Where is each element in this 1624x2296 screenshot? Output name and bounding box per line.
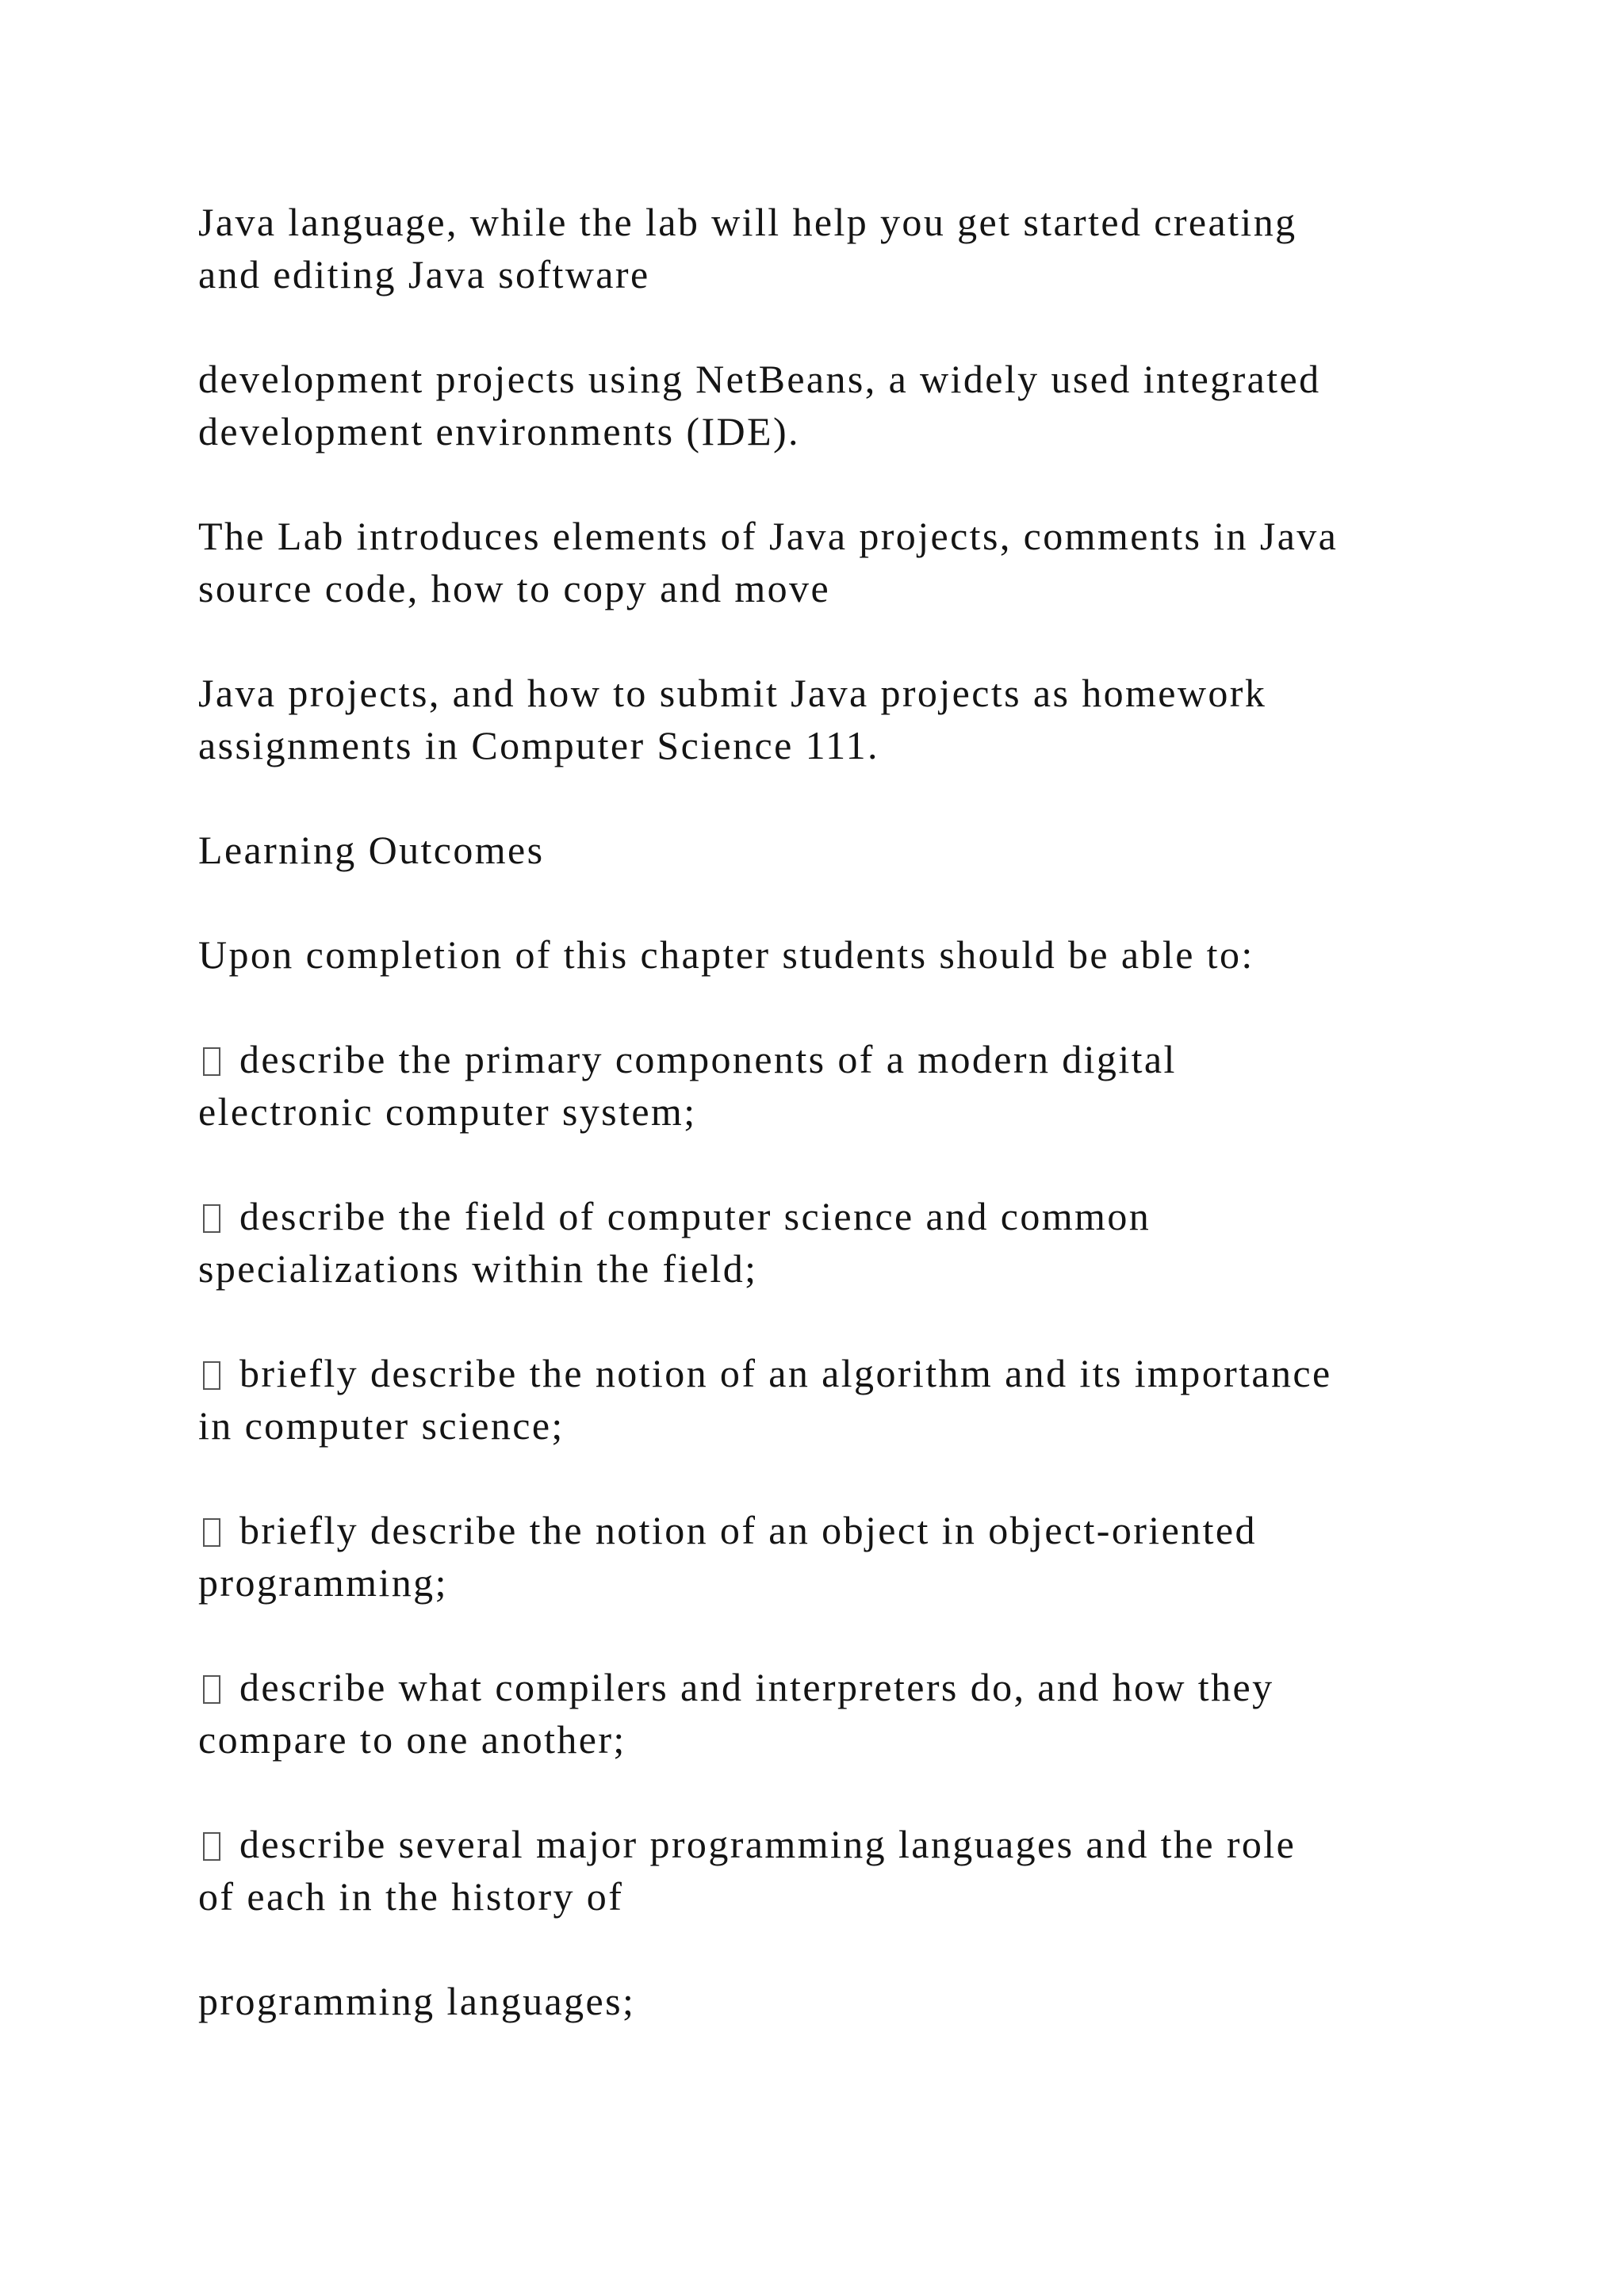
text-line (198, 405, 1467, 457)
bullet-item (198, 1347, 1467, 1452)
missing-glyph-box-icon (203, 1675, 220, 1704)
line-text: development environments (IDE). (198, 409, 800, 453)
line-text: Upon completion of this chapter students should be able to: (198, 932, 1254, 977)
missing-glyph-box-icon (203, 1518, 220, 1547)
missing-glyph-box-icon (203, 1361, 220, 1390)
paragraph (198, 667, 1467, 771)
line-text: Learning Outcomes (198, 828, 545, 872)
bullet-item (198, 1504, 1467, 1609)
text-line (198, 1556, 1467, 1609)
section-heading (198, 824, 1467, 876)
line-text: The Lab introduces elements of Java projects, comments in Java (198, 514, 1339, 558)
line-text: compare to one another; (198, 1717, 626, 1762)
line-text: describe several major programming languages and the role (239, 1822, 1297, 1866)
text-line (198, 1661, 1467, 1713)
missing-glyph-box-icon (203, 1047, 220, 1076)
line-text: specializations within the field; (198, 1246, 758, 1291)
line-text: describe the field of computer science and common (239, 1194, 1151, 1238)
line-text: electronic computer system; (198, 1089, 697, 1134)
missing-glyph-box-icon (203, 1204, 220, 1233)
line-text: programming; (198, 1560, 448, 1605)
text-line (198, 1818, 1467, 1870)
bullet-item (198, 1661, 1467, 1766)
text-line (198, 1190, 1467, 1242)
text-line (198, 928, 1467, 981)
line-text: programming languages; (198, 1979, 636, 2023)
text-line (198, 510, 1467, 562)
bullet-item (198, 1033, 1467, 1138)
line-text: describe what compilers and interpreters do, and how they (239, 1665, 1274, 1709)
text-line (198, 719, 1467, 771)
text-line (198, 562, 1467, 614)
text-line (198, 1242, 1467, 1295)
text-line (198, 196, 1467, 248)
paragraph (198, 928, 1467, 981)
line-text: development projects using NetBeans, a widely used integrated (198, 357, 1321, 401)
text-line (198, 1713, 1467, 1766)
text-line (198, 1870, 1467, 1923)
paragraph (198, 510, 1467, 614)
text-line (198, 667, 1467, 719)
line-text: of each in the history of (198, 1874, 624, 1919)
line-text: in computer science; (198, 1403, 565, 1448)
bullet-item (198, 1818, 1467, 1923)
text-line (198, 353, 1467, 405)
line-text: briefly describe the notion of an algorithm and its importance (239, 1351, 1332, 1395)
line-text: Java projects, and how to submit Java projects as homework (198, 671, 1267, 715)
missing-glyph-box-icon (203, 1832, 220, 1861)
line-text: describe the primary components of a modern digital (239, 1037, 1177, 1081)
text-line (198, 1399, 1467, 1452)
text-line (198, 1347, 1467, 1399)
paragraph (198, 1975, 1467, 2027)
text-line (198, 1975, 1467, 2027)
line-text: and editing Java software (198, 252, 650, 297)
text-line (198, 824, 1467, 876)
text-line (198, 1033, 1467, 1085)
paragraph (198, 196, 1467, 300)
document-body (198, 196, 1467, 2080)
text-line (198, 1085, 1467, 1138)
line-text: source code, how to copy and move (198, 566, 831, 610)
line-text: Java language, while the lab will help you get started creating (198, 200, 1297, 244)
text-line (198, 1504, 1467, 1556)
line-text: assignments in Computer Science 111. (198, 723, 879, 767)
line-text: briefly describe the notion of an object in object-oriented (239, 1508, 1257, 1552)
paragraph (198, 353, 1467, 457)
text-line (198, 248, 1467, 300)
bullet-item (198, 1190, 1467, 1295)
